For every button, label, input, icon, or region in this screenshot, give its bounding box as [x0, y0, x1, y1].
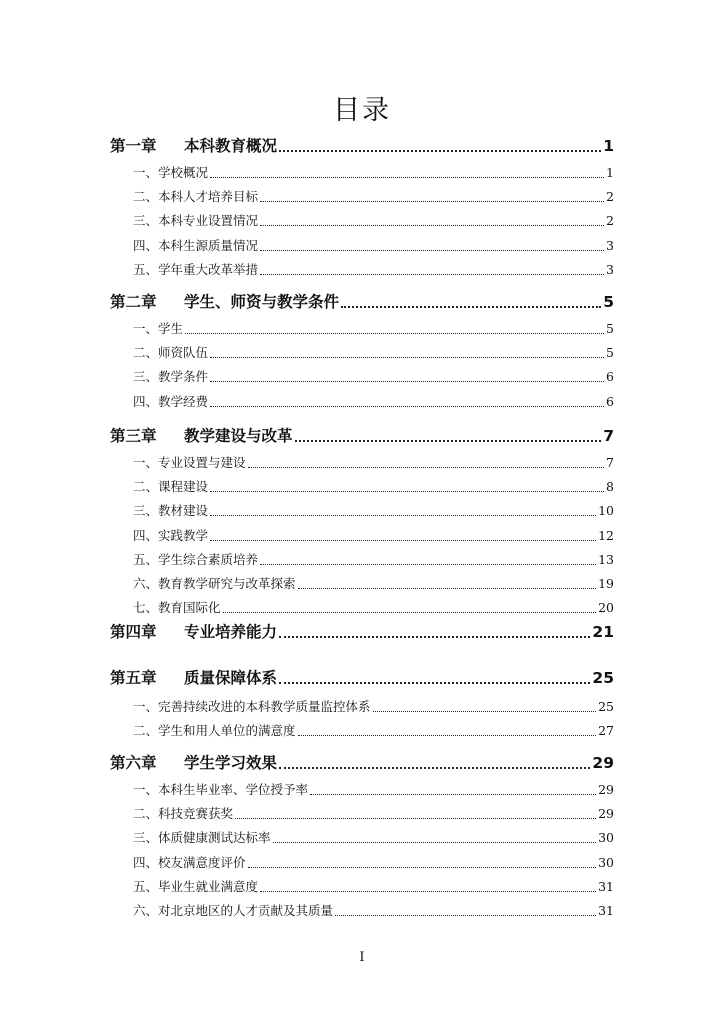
toc-section-entry[interactable]	[133, 236, 614, 254]
dot-leader	[210, 381, 604, 382]
section-page-number: 27	[598, 723, 614, 739]
page-number-footer: I	[359, 950, 365, 965]
dot-leader	[260, 225, 604, 226]
dot-leader	[335, 915, 596, 916]
section-label: 一、学校概况	[133, 165, 209, 180]
section-label: 四、实践教学	[133, 527, 209, 543]
section-label: 二、师资队伍	[133, 345, 209, 361]
section-page-number: 20	[598, 600, 614, 616]
section-page-number: 10	[598, 503, 614, 519]
section-label: 一、完善持续改进的本科教学质量监控体系	[133, 699, 371, 714]
section-label: 三、教学条件	[133, 369, 209, 385]
chapter-title: 学生学习效果	[184, 754, 278, 772]
dot-leader	[210, 491, 604, 492]
toc-chapter-entry[interactable]	[110, 751, 614, 773]
section-label: 三、本科专业设置情况	[133, 213, 259, 229]
dot-leader	[279, 636, 590, 638]
toc-section-entry[interactable]	[133, 697, 614, 715]
toc-section-entry[interactable]	[133, 853, 614, 871]
dot-leader	[341, 306, 601, 308]
toc-section-entry[interactable]	[133, 501, 614, 519]
dot-leader	[210, 406, 604, 407]
dot-leader	[260, 201, 604, 202]
section-page-number: 2	[606, 213, 614, 229]
dot-leader	[260, 564, 596, 565]
toc-section-entry[interactable]	[133, 453, 614, 471]
dot-leader	[210, 177, 604, 178]
section-page-number: 5	[606, 345, 614, 361]
dot-leader	[295, 440, 602, 442]
dot-leader	[273, 842, 597, 843]
toc-section-entry[interactable]	[133, 343, 614, 361]
section-label: 六、对北京地区的人才贡献及其质量	[133, 903, 334, 918]
section-page-number: 31	[598, 878, 614, 894]
section-label: 五、毕业生就业满意度	[133, 878, 259, 894]
chapter-number: 第五章	[110, 669, 157, 687]
section-label: 二、本科人才培养目标	[133, 189, 259, 205]
chapter-title: 专业培养能力	[184, 623, 278, 641]
section-page-number: 30	[598, 854, 614, 870]
toc-section-entry[interactable]	[133, 804, 614, 822]
dot-leader	[260, 891, 596, 892]
chapter-title: 教学建设与改革	[184, 427, 293, 445]
toc-chapter-entry[interactable]	[110, 290, 614, 312]
toc-section-entry[interactable]	[133, 319, 614, 337]
section-label: 七、教育国际化	[133, 600, 221, 616]
dot-leader	[185, 333, 604, 334]
toc-section-entry[interactable]	[133, 574, 614, 592]
toc-section-entry[interactable]	[133, 187, 614, 205]
section-label: 二、学生和用人单位的满意度	[133, 723, 296, 739]
toc-section-entry[interactable]	[133, 901, 614, 919]
toc-chapter-entry[interactable]	[110, 134, 614, 156]
toc-section-entry[interactable]	[133, 211, 614, 229]
section-page-number: 19	[598, 576, 614, 591]
dot-leader	[260, 250, 604, 251]
toc-section-entry[interactable]	[133, 526, 614, 544]
dot-leader	[298, 735, 597, 736]
section-page-number: 29	[598, 806, 614, 822]
chapter-title: 质量保障体系	[184, 669, 278, 687]
section-page-number: 5	[606, 321, 614, 336]
section-page-number: 3	[606, 237, 614, 253]
dot-leader	[248, 467, 605, 468]
dot-leader	[248, 867, 597, 868]
toc-chapter-entry[interactable]	[110, 620, 614, 642]
section-label: 四、校友满意度评价	[133, 854, 246, 870]
toc-section-entry[interactable]	[133, 780, 614, 798]
section-label: 五、学生综合素质培养	[133, 551, 259, 567]
dot-leader	[223, 612, 597, 613]
section-page-number: 7	[606, 455, 614, 470]
toc-section-entry[interactable]	[133, 877, 614, 895]
toc-title: 目录	[333, 95, 391, 126]
section-page-number: 6	[606, 393, 614, 409]
section-page-number: 1	[606, 165, 614, 180]
section-label: 六、教育教学研究与改革探索	[133, 576, 296, 591]
section-label: 二、课程建设	[133, 479, 209, 495]
section-label: 一、专业设置与建设	[133, 455, 246, 470]
dot-leader	[210, 357, 604, 358]
section-label: 二、科技竞赛获奖	[133, 806, 234, 822]
section-label: 三、体质健康测试达标率	[133, 830, 271, 846]
dot-leader	[210, 540, 596, 541]
chapter-number: 第三章	[110, 427, 157, 445]
section-page-number: 29	[598, 782, 614, 797]
toc-section-entry[interactable]	[133, 260, 614, 278]
chapter-title: 学生、师资与教学条件	[184, 293, 340, 311]
dot-leader	[310, 794, 596, 795]
section-label: 四、本科生源质量情况	[133, 237, 259, 253]
chapter-number: 第二章	[110, 293, 157, 311]
section-page-number: 13	[598, 551, 614, 567]
chapter-number: 第一章	[110, 137, 157, 155]
toc-section-entry[interactable]	[133, 598, 614, 616]
dot-leader	[260, 274, 604, 275]
chapter-page-number: 29	[592, 754, 614, 772]
toc-section-entry[interactable]	[133, 392, 614, 410]
section-page-number: 30	[598, 830, 614, 846]
section-page-number: 12	[598, 527, 614, 543]
chapter-number: 第六章	[110, 754, 157, 772]
section-label: 一、学生	[133, 321, 184, 336]
dot-leader	[235, 818, 596, 819]
toc-chapter-entry[interactable]	[110, 666, 614, 688]
section-page-number: 25	[598, 699, 614, 714]
toc-section-entry[interactable]	[133, 477, 614, 495]
toc-section-entry[interactable]	[133, 828, 614, 846]
section-page-number: 31	[598, 903, 614, 918]
section-label: 三、教材建设	[133, 503, 209, 519]
toc-section-entry[interactable]	[133, 367, 614, 385]
section-page-number: 6	[606, 369, 614, 385]
dot-leader	[279, 150, 601, 152]
dot-leader	[279, 682, 590, 684]
chapter-page-number: 21	[592, 623, 614, 641]
dot-leader	[298, 588, 597, 589]
section-label: 一、本科生毕业率、学位授予率	[133, 782, 309, 797]
dot-leader	[373, 711, 597, 712]
chapter-number: 第四章	[110, 623, 157, 641]
toc-chapter-entry[interactable]	[110, 424, 614, 446]
chapter-page-number: 7	[603, 427, 614, 445]
toc-section-entry[interactable]	[133, 721, 614, 739]
chapter-page-number: 1	[603, 137, 614, 155]
dot-leader	[210, 515, 596, 516]
dot-leader	[279, 767, 590, 769]
toc-section-entry[interactable]	[133, 550, 614, 568]
chapter-title: 本科教育概况	[184, 137, 278, 155]
toc-section-entry[interactable]	[133, 163, 614, 181]
section-page-number: 3	[606, 261, 614, 277]
chapter-page-number: 5	[603, 293, 614, 311]
chapter-page-number: 25	[592, 669, 614, 687]
section-label: 四、教学经费	[133, 393, 209, 409]
section-page-number: 2	[606, 189, 614, 205]
section-label: 五、学年重大改革举措	[133, 261, 259, 277]
section-page-number: 8	[606, 479, 614, 495]
